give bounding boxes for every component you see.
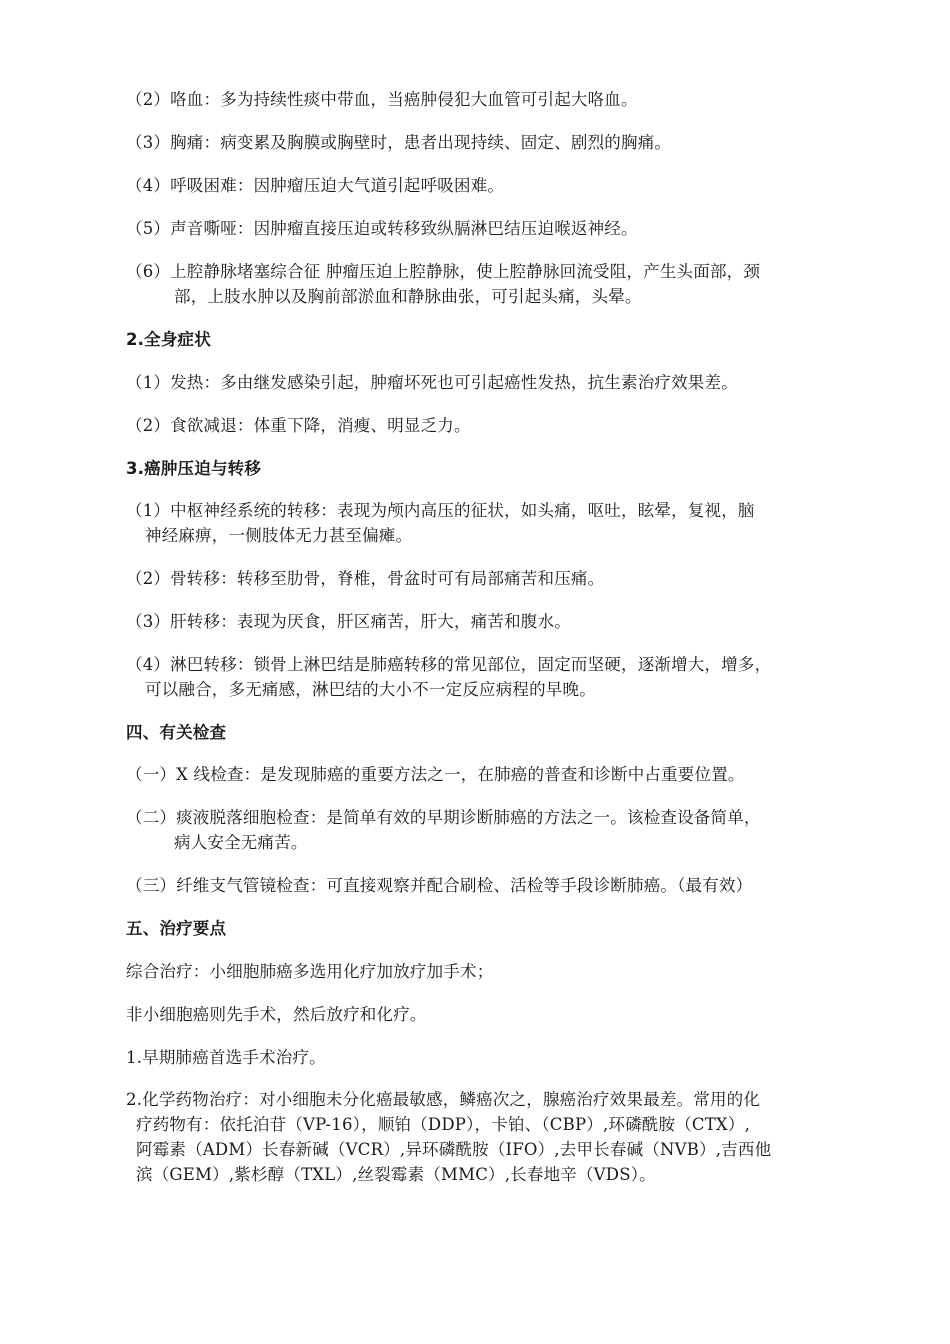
symptom-chest-pain: （3）胸痛：病变累及胸膜或胸壁时，患者出现持续、固定、剧烈的胸痛。 xyxy=(126,133,672,152)
treatment-surgery: 1.早期肺癌首选手术治疗。 xyxy=(126,1048,326,1067)
heading-exams: 四、有关检查 xyxy=(126,723,227,742)
exam-sputum-cytology: （二）痰液脱落细胞检查：是简单有效的早期诊断肺癌的方法之一。该检查设备简单， xyxy=(126,808,761,827)
symptom-svc-syndrome: （6）上腔静脉堵塞综合征 肿瘤压迫上腔静脉，使上腔静脉回流受阻，产生头面部，颈 xyxy=(126,262,761,281)
heading-treatment: 五、治疗要点 xyxy=(126,919,227,938)
exam-bronchoscopy: （三）纤维支气管镜检查：可直接观察并配合刷检、活检等手段诊断肺癌。（最有效） xyxy=(126,876,753,895)
symptom-hoarseness: （5）声音嘶哑：因肿瘤直接压迫或转移致纵膈淋巴结压迫喉返神经。 xyxy=(126,219,638,238)
treatment-nsclc: 非小细胞癌则先手术，然后放疗和化疗。 xyxy=(126,1005,427,1024)
metastasis-cns: （1）中枢神经系统的转移：表现为颅内高压的征状，如头痛，呕吐，眩晕，复视，脑 xyxy=(126,501,755,520)
exam-xray: （一）X 线检查：是发现肺癌的重要方法之一，在肺癌的普查和诊断中占重要位置。 xyxy=(126,765,745,784)
symptom-svc-syndrome-cont: 部，上肢水肿以及胸前部淤血和静脉曲张，可引起头痛，头晕。 xyxy=(174,287,642,306)
systemic-fever: （1）发热：多由继发感染引起，肿瘤坏死也可引起癌性发热，抗生素治疗效果差。 xyxy=(126,373,738,392)
metastasis-lymph-cont: 可以融合，多无痛感，淋巴结的大小不一定反应病程的早晚。 xyxy=(145,680,596,699)
systemic-anorexia: （2）食欲减退：体重下降，消瘦、明显乏力。 xyxy=(126,416,471,435)
treatment-chemo: 2.化学药物治疗：对小细胞未分化癌最敏感，鳞癌次之，腺癌治疗效果最差。常用的化 xyxy=(126,1090,761,1109)
treatment-chemo-line2: 疗药物有：依托泊苷（VP-16），顺铂（DDP），卡铂、（CBP）,环磷酰胺（CTX）, xyxy=(136,1115,751,1134)
metastasis-liver: （3）肝转移：表现为厌食，肝区痛苦，肝大，痛苦和腹水。 xyxy=(126,612,571,631)
symptom-hemoptysis: （2）咯血：多为持续性痰中带血，当癌肿侵犯大血管可引起大咯血。 xyxy=(126,90,638,109)
symptom-dyspnea: （4）呼吸困难：因肿瘤压迫大气道引起呼吸困难。 xyxy=(126,176,505,195)
treatment-chemo-line4: 滨（GEM）,紫杉醇（TXL）,丝裂霉素（MMC）,长春地辛（VDS）。 xyxy=(136,1165,656,1184)
treatment-chemo-line3: 阿霉素（ADM）长春新碱（VCR）,异环磷酰胺（IFO）,去甲长春碱（NVB）,吉西他 xyxy=(136,1140,772,1159)
metastasis-bone: （2）骨转移：转移至肋骨，脊椎，骨盆时可有局部痛苦和压痛。 xyxy=(126,569,605,588)
heading-metastasis: 3.癌肿压迫与转移 xyxy=(126,459,262,478)
exam-sputum-cytology-cont: 病人安全无痛苦。 xyxy=(174,833,308,852)
metastasis-cns-cont: 神经麻痹，一侧肢体无力甚至偏瘫。 xyxy=(145,526,413,545)
treatment-combined: 综合治疗：小细胞肺癌多选用化疗加放疗加手术； xyxy=(126,962,494,981)
metastasis-lymph: （4）淋巴转移：锁骨上淋巴结是肺癌转移的常见部位，固定而坚硬，逐渐增大，增多， xyxy=(126,655,772,674)
heading-systemic-symptoms: 2.全身症状 xyxy=(126,330,211,349)
